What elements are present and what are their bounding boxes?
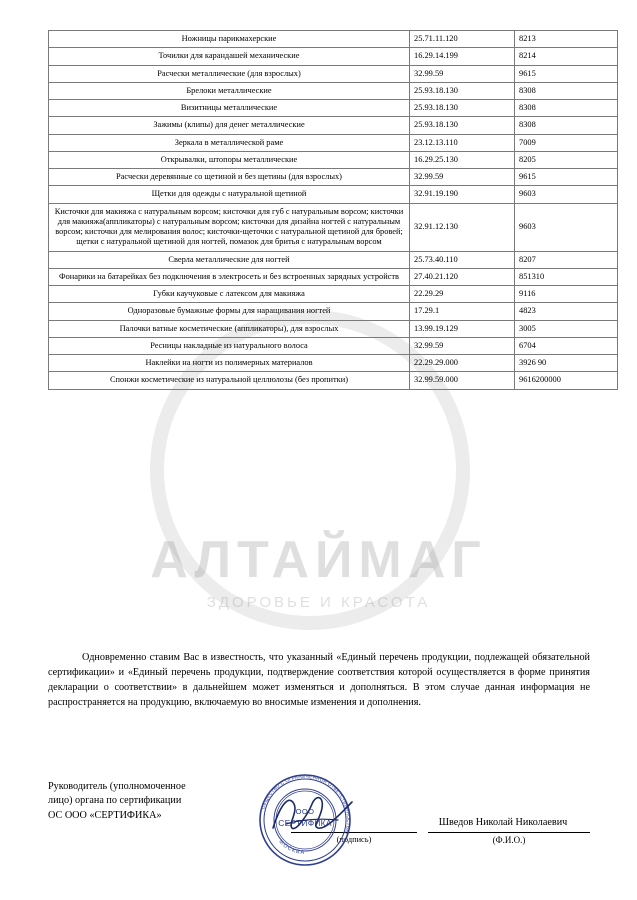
signer-role (48, 780, 278, 823)
tnved-code-cell: 8308 (515, 117, 618, 134)
product-name-cell: Губки каучуковые с латексом для макияжа (49, 286, 410, 303)
name-line (428, 832, 590, 833)
okpd-code-cell: 17.29.1 (410, 303, 515, 320)
svg-text:ОБЩЕСТВО С ОГРАНИЧЕННОЙ ОТВЕТС: ОБЩЕСТВО С ОГРАНИЧЕННОЙ ОТВЕТСТВЕННОСТЬЮ (260, 773, 352, 835)
table-row (49, 117, 618, 134)
table-row (49, 31, 618, 48)
table-row (49, 151, 618, 168)
tnved-code-cell: 8214 (515, 48, 618, 65)
tnved-code-cell: 9116 (515, 286, 618, 303)
product-name-cell: Палочки ватные косметические (аппликаторы), для взрослых (49, 320, 410, 337)
product-name-cell: Фонарики на батарейках без подключения в электросеть и без встроенных зарядных устройств (49, 268, 410, 285)
tnved-code-cell: 6704 (515, 337, 618, 354)
notice-paragraph: Одновременно ставим Вас в известность, что указанный «Единый перечень продукции, подлежащей обязательной сертификации» и «Единый перечень продукции, подтверждение соответствия которой осуществляется в форме принятия декларации о соответствии» в дальнейшем может изменяться и дополняться. В этом случае данная информация не распространяется на продукцию, включаемую во вносимые изменения и дополнения. (48, 652, 590, 709)
signer-role-line2: лицо) органа по сертификации (48, 795, 182, 807)
svg-text:СЕРТИФИКА: СЕРТИФИКА (278, 818, 332, 828)
okpd-code-cell: 25.93.18.130 (410, 100, 515, 117)
tnved-code-cell: 9616200000 (515, 372, 618, 389)
product-name-cell: Точилки для карандашей механические (49, 48, 410, 65)
tnved-code-cell: 3005 (515, 320, 618, 337)
tnved-code-cell: 8308 (515, 82, 618, 99)
product-name-cell: Спонжи косметические из натуральной целлюлозы (без пропитки) (49, 372, 410, 389)
tnved-code-cell: 8207 (515, 251, 618, 268)
table-row (49, 169, 618, 186)
okpd-code-cell: 13.99.19.129 (410, 320, 515, 337)
okpd-code-cell: 16.29.14.199 (410, 48, 515, 65)
product-name-cell: Сверла металлические для ногтей (49, 251, 410, 268)
product-name-cell: Щетки для одежды с натуральной щетиной (49, 186, 410, 203)
product-name-cell: Наклейки на ногти из полимерных материалов (49, 355, 410, 372)
product-name-cell: Брелоки металлические (49, 82, 410, 99)
okpd-code-cell: 32.99.59 (410, 65, 515, 82)
table-row (49, 286, 618, 303)
tnved-code-cell: 3926 90 (515, 355, 618, 372)
okpd-code-cell: 32.91.19.190 (410, 186, 515, 203)
okpd-code-cell: 25.73.40.110 (410, 251, 515, 268)
okpd-code-cell: 22.29.29 (410, 286, 515, 303)
product-name-cell: Кисточки для макияжа с натуральным ворсом; кисточки для губ с натуральным ворсом; кисточки для макияжа(аппликаторы) с натуральным ворсом; кисточки для дизайна ногтей с натуральным ворсом; кисточки для мелирования волос; кисточки-щеточки с натуральной щетиной для бровей; щетки с натуральной щетиной для ногтей, помазок для бритья с натуральным ворсом (49, 203, 410, 251)
signature-caption: (подпись) (336, 835, 372, 844)
table-row (49, 48, 618, 65)
signer-role-line3: ОС ООО «СЕРТИФИКА» (48, 809, 162, 821)
tnved-code-cell: 8205 (515, 151, 618, 168)
product-table (48, 30, 618, 390)
tnved-code-cell: 8213 (515, 31, 618, 48)
okpd-code-cell: 25.71.11.120 (410, 31, 515, 48)
svg-text:МОСКВА: МОСКВА (277, 838, 306, 857)
product-name-cell: Ножницы парикмахерские (49, 31, 410, 48)
table-row (49, 268, 618, 285)
product-name-cell: Визитницы металлические (49, 100, 410, 117)
table-row (49, 134, 618, 151)
product-name-cell: Расчески металлические (для взрослых) (49, 65, 410, 82)
okpd-code-cell: 32.99.59 (410, 337, 515, 354)
table-row (49, 337, 618, 354)
signer-name: Шведов Николай Николаевич (438, 817, 568, 828)
okpd-code-cell: 25.93.18.130 (410, 82, 515, 99)
table-row (49, 100, 618, 117)
okpd-code-cell: 22.29.29.000 (410, 355, 515, 372)
okpd-code-cell: 23.12.13.110 (410, 134, 515, 151)
product-name-cell: Открывалки, штопоры металлические (49, 151, 410, 168)
tnved-code-cell: 851310 (515, 268, 618, 285)
table-row (49, 203, 618, 251)
name-caption: (Ф.И.О.) (492, 835, 526, 845)
okpd-code-cell: 32.99.59 (410, 169, 515, 186)
watermark (0, 470, 637, 670)
table-row (49, 65, 618, 82)
watermark-main-text: АЛТАЙМАГ (150, 530, 487, 589)
okpd-code-cell: 16.29.25.130 (410, 151, 515, 168)
okpd-code-cell: 32.99.59.000 (410, 372, 515, 389)
okpd-code-cell: 27.40.21.120 (410, 268, 515, 285)
table-row (49, 82, 618, 99)
product-name-cell: Зеркала в металлической раме (49, 134, 410, 151)
svg-text:ООО: ООО (295, 807, 315, 816)
product-name-cell: Ресницы накладные из натурального волоса (49, 337, 410, 354)
table-row (49, 186, 618, 203)
table-row (49, 355, 618, 372)
okpd-code-cell: 32.91.12.130 (410, 203, 515, 251)
product-name-cell: Зажимы (клипы) для денег металлические (49, 117, 410, 134)
tnved-code-cell: 9615 (515, 169, 618, 186)
tnved-code-cell: 8308 (515, 100, 618, 117)
table-row (49, 372, 618, 389)
table-row (49, 251, 618, 268)
tnved-code-cell: 9603 (515, 186, 618, 203)
okpd-code-cell: 25.93.18.130 (410, 117, 515, 134)
product-table-body (49, 31, 618, 390)
signer-role-line1: Руководитель (уполномоченное (48, 781, 186, 792)
watermark-sub-text: ЗДОРОВЬЕ И КРАСОТА (206, 593, 431, 611)
product-name-cell: Расчески деревянные со щетиной и без щетины (для взрослых) (49, 169, 410, 186)
table-row (49, 303, 618, 320)
table-row (49, 320, 618, 337)
handwritten-signature (268, 790, 358, 836)
tnved-code-cell: 4823 (515, 303, 618, 320)
tnved-code-cell: 7009 (515, 134, 618, 151)
product-name-cell: Одноразовые бумажные формы для наращивания ногтей (49, 303, 410, 320)
tnved-code-cell: 9603 (515, 203, 618, 251)
tnved-code-cell: 9615 (515, 65, 618, 82)
